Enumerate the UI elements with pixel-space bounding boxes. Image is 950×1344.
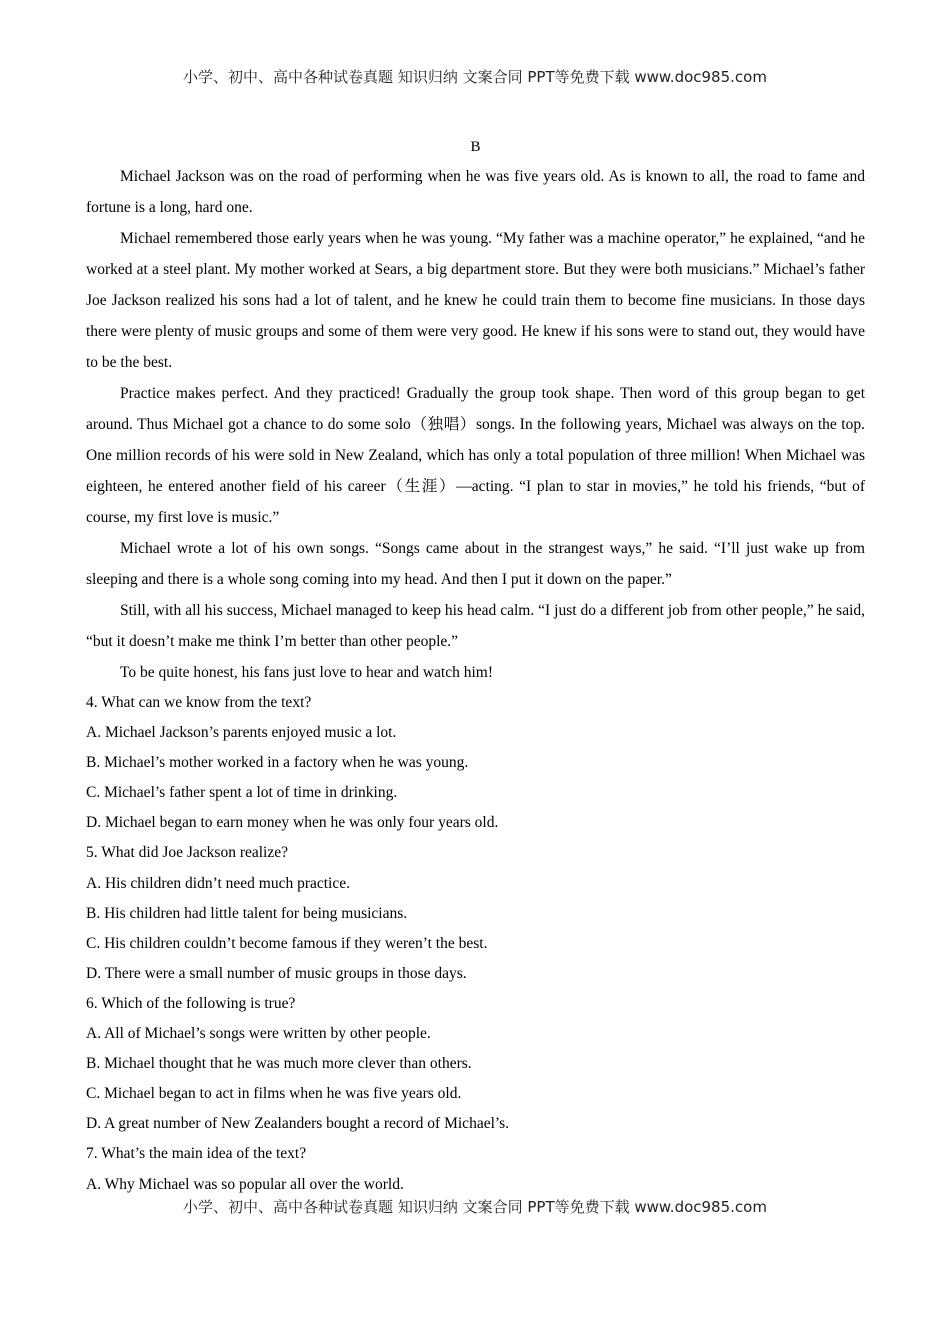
option-a: A. His children didn’t need much practice.: [86, 874, 350, 892]
paragraph: Michael wrote a lot of his own songs. “Songs came about in the strangest ways,” he said. “I’ll just wake up from sleeping and there is a whole song coming into my head. And then I put it down on the paper.”: [86, 540, 865, 588]
option-b: B. Michael thought that he was much more clever than others.: [86, 1055, 472, 1073]
question-stem: 7. What’s the main idea of the text?: [86, 1145, 307, 1163]
option-a: A. Michael Jackson’s parents enjoyed music a lot.: [86, 724, 397, 742]
question-stem: 5. What did Joe Jackson realize?: [86, 844, 288, 862]
question-4: [86, 688, 865, 838]
document-body: [86, 137, 865, 1200]
option-a: A. All of Michael’s songs were written by other people.: [86, 1025, 431, 1043]
page-header: 小学、初中、高中各种试卷真题 知识归纳 文案合同 PPT等免费下载 www.doc985.com: [183, 68, 767, 86]
option-c: C. His children couldn’t become famous if they weren’t the best.: [86, 934, 488, 952]
paragraph: Still, with all his success, Michael managed to keep his head calm. “I just do a different job from other people,” he said, “but it doesn’t make me think I’m better than other people.”: [86, 602, 865, 650]
page-footer: 小学、初中、高中各种试卷真题 知识归纳 文案合同 PPT等免费下载 www.doc985.com: [183, 1198, 767, 1216]
section-title: B: [470, 139, 481, 155]
question-stem: 4. What can we know from the text?: [86, 694, 312, 711]
question-stem: 6. Which of the following is true?: [86, 994, 296, 1012]
option-d: D. Michael began to earn money when he was only four years old.: [86, 814, 499, 832]
paragraph: To be quite honest, his fans just love to hear and watch him!: [120, 664, 493, 681]
question-7: [86, 1139, 865, 1199]
option-d: D. A great number of New Zealanders bought a record of Michael’s.: [86, 1115, 510, 1133]
question-6: [86, 989, 865, 1139]
option-d: D. There were a small number of music groups in those days.: [86, 964, 467, 982]
option-a: A. Why Michael was so popular all over the world.: [86, 1175, 404, 1193]
option-b: B. His children had little talent for being musicians.: [86, 904, 408, 922]
paragraph: Practice makes perfect. And they practiced! Gradually the group took shape. Then word of this group began to get around. Thus Michael got a chance to do some solo（独唱）songs. In the following years, Michael was always on the top. One million records of his were sold in New Zealand, which has only a total population of three million! When Michael was eighteen, he entered another field of his career（生涯）—acting. “I plan to star in movies,” he told his friends, “but of course, my first love is music.”: [86, 385, 865, 526]
option-c: C. Michael began to act in films when he was five years old.: [86, 1085, 462, 1103]
option-c: C. Michael’s father spent a lot of time in drinking.: [86, 784, 398, 802]
paragraph: Michael Jackson was on the road of performing when he was five years old. As is known to all, the road to fame and fortune is a long, hard one.: [86, 168, 865, 216]
option-b: B. Michael’s mother worked in a factory when he was young.: [86, 754, 469, 772]
paragraph: Michael remembered those early years when he was young. “My father was a machine operator,” he explained, “and he worked at a steel plant. My mother worked at Sears, a big department store. But they were both musicians.” Michael’s father Joe Jackson realized his sons had a lot of talent, and he knew he could train them to become fine musicians. In those days there were plenty of music groups and some of them were very good. He knew if his sons were to stand out, they would have to be the best.: [86, 230, 865, 371]
question-5: [86, 838, 865, 988]
